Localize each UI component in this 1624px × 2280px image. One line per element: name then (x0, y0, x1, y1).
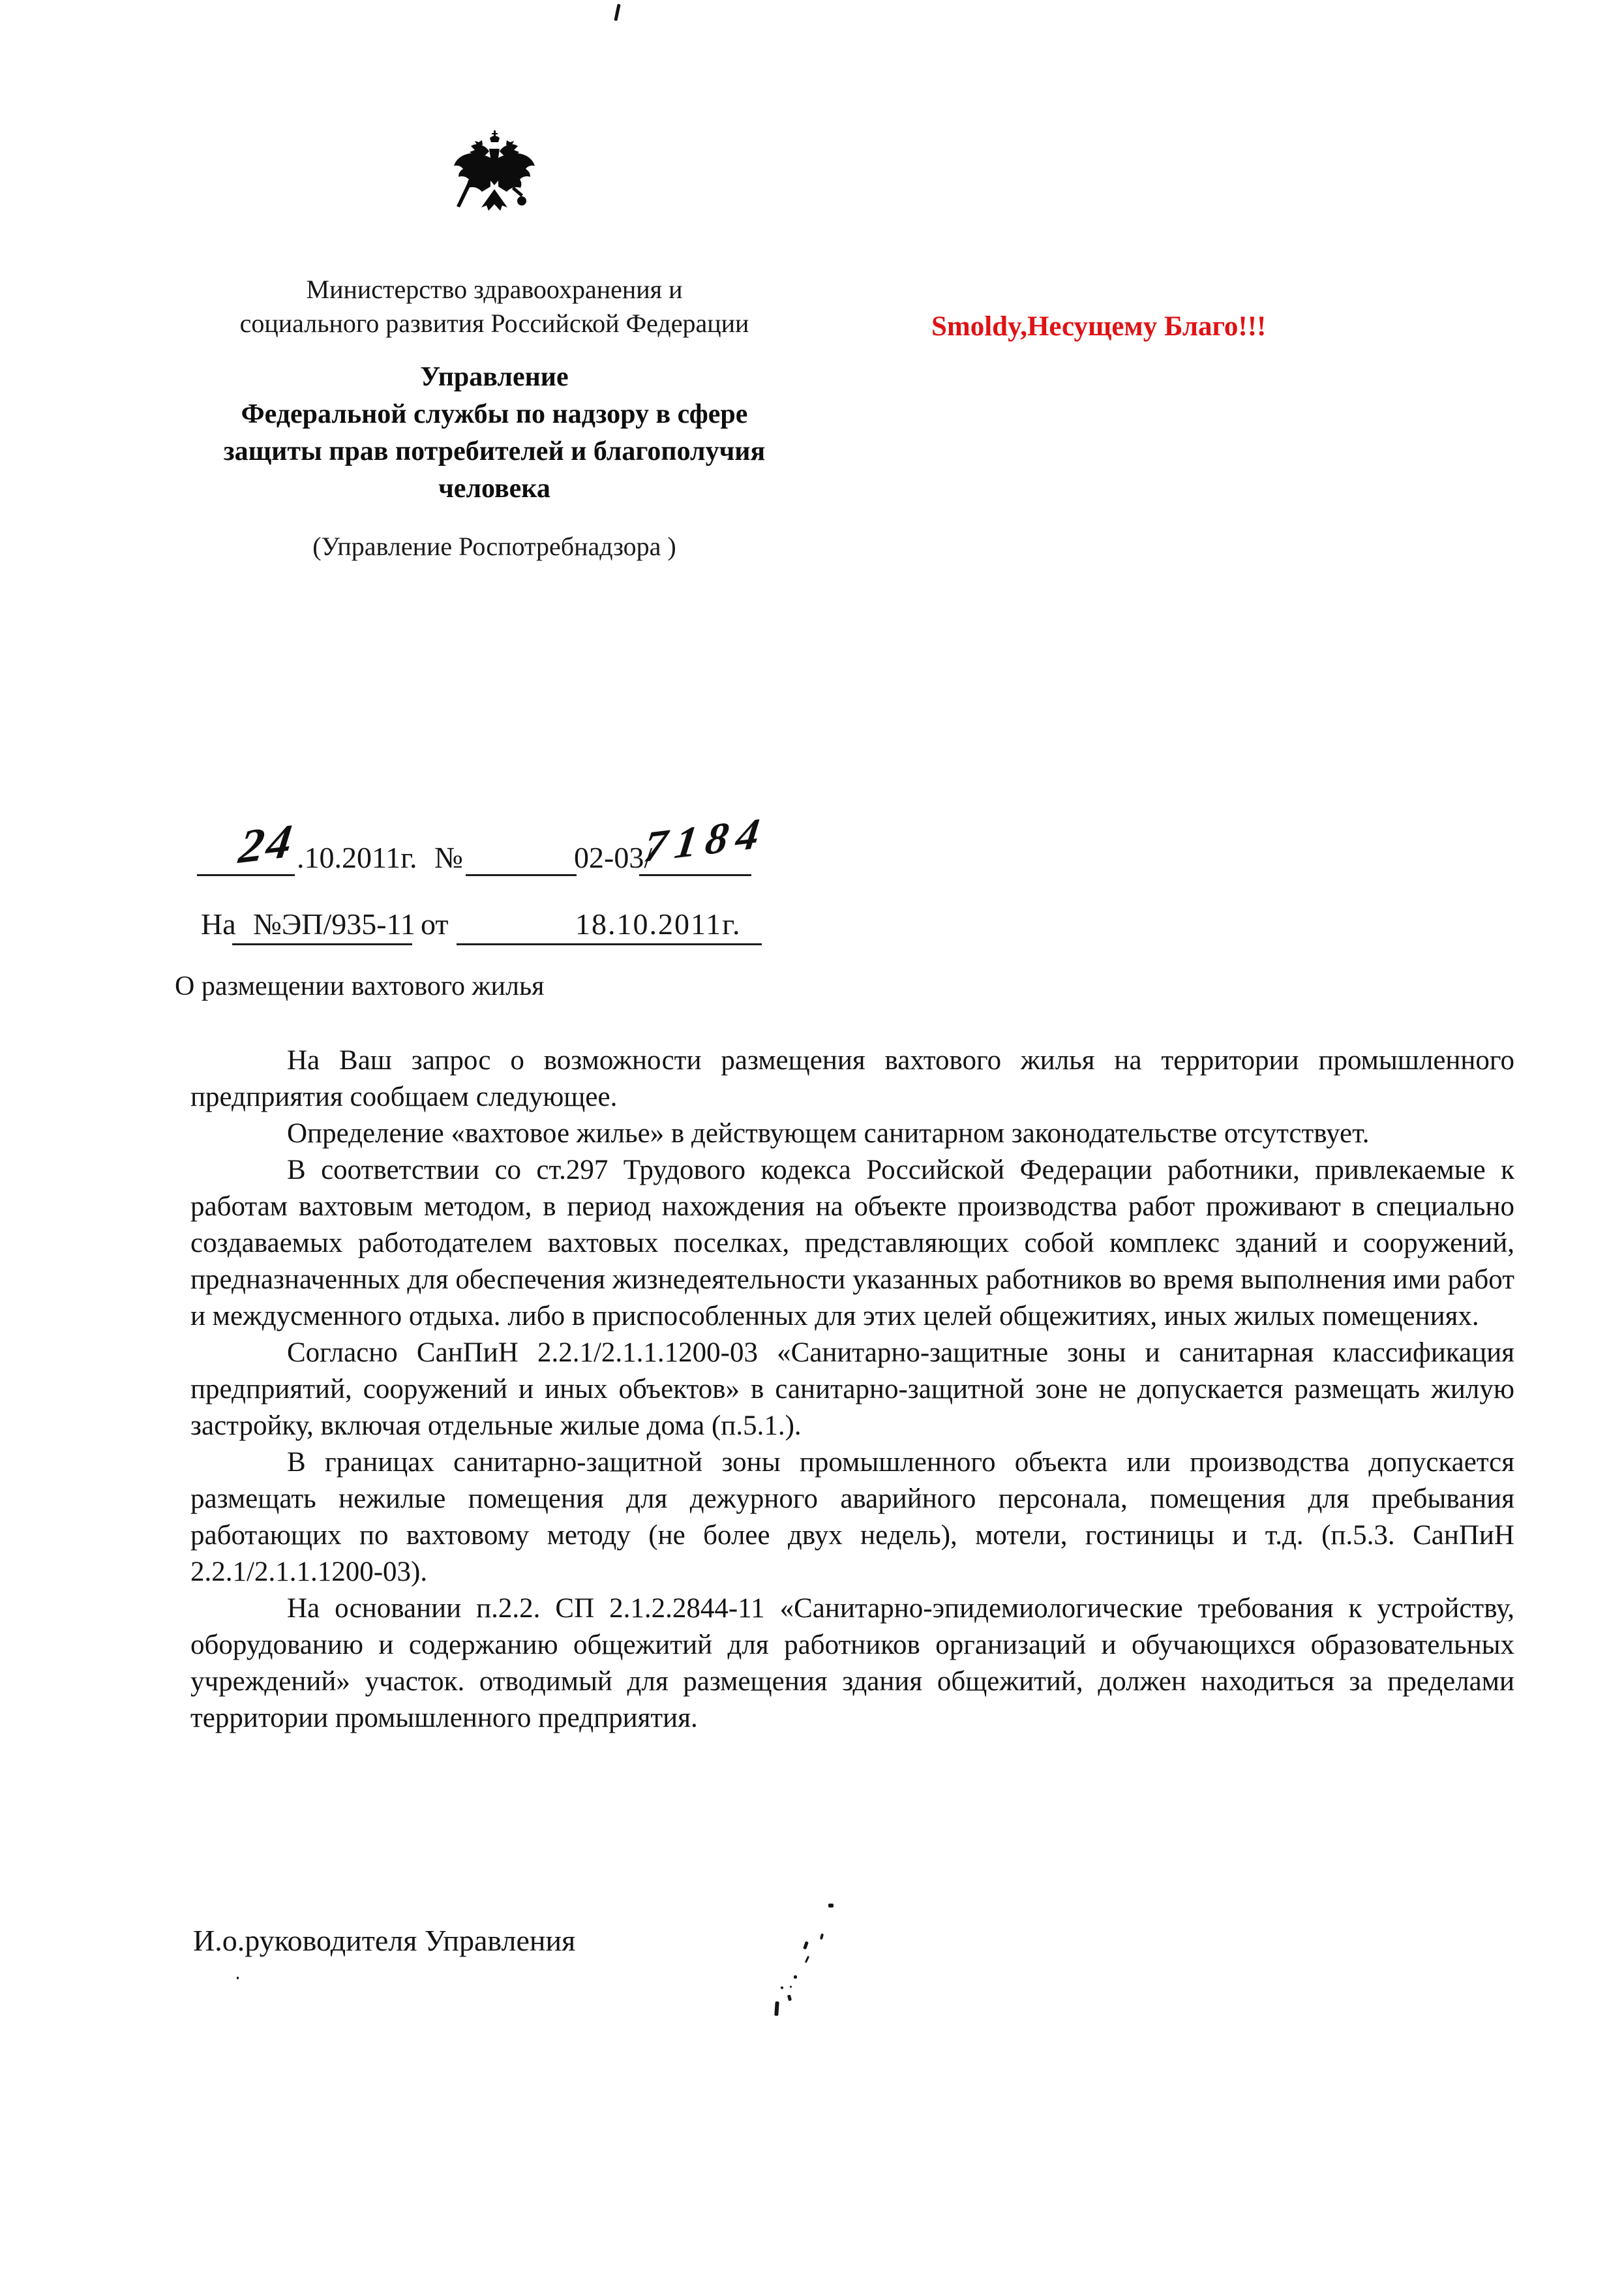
letter-body (190, 1042, 1514, 1737)
ministry-line-1: Министерство здравоохранения и (306, 275, 683, 304)
reply-date: 18.10.2011г. (575, 907, 742, 941)
ink-speckle (781, 1986, 783, 1989)
outgoing-number-handwritten: 7184 (641, 808, 770, 872)
reply-prefix: На (201, 907, 236, 941)
ink-speckle (820, 1934, 824, 1940)
paragraph-2: Определение «вахтовое жилье» в действующем санитарном законодательстве отсутствует. (287, 1118, 1370, 1149)
office-line-1: Управление (420, 362, 569, 392)
outgoing-date-day-handwritten: 24 (235, 814, 298, 874)
ink-speckle (794, 1975, 797, 1979)
outgoing-number-prefix: 02-03/ (574, 841, 653, 874)
paragraph-1: На Ваш запрос о возможности размещения вахтового жилья на территории промышленного предприятия сообщаем следующее. (190, 1045, 1514, 1112)
paragraph-6: На основании п.2.2. СП 2.1.2.2844-11 «Санитарно-эпидемиологические требования к устройству, оборудованию и содержанию общежитий для работников организаций и обучающихся образовательных учреждений» участок. отводимый для размещения здания общежитий, должен находиться за пределами территории промышленного предприятия. (190, 1593, 1514, 1733)
ministry-line-2: социального развития Российской Федерации (239, 309, 749, 338)
paragraph-3: В соответствии со ст.297 Трудового кодекса Российской Федерации работники, привлекаемые к работам вахтовым методом, в период нахождения на объекте производства работ проживают в специально создаваемых работодателем вахтовых поселках, представляющих собой комплекс зданий и сооружений, предназначенных для обеспечения жизнедеятельности указанных работников во время выполнения ими работ и междусменного отдыха. либо в приспособленных для этих целей общежитиях, иных жилых помещениях. (190, 1155, 1514, 1331)
subject-line: О размещении вахтового жилья (175, 971, 545, 1001)
paragraph-5: В границах санитарно-защитной зоны промышленного объекта или производства допускается размещать нежилые помещения для дежурного аварийного персонала, помещения для пребывания работающих по вахтовому методу (не более двух недель), мотели, гостиницы и т.д. (п.5.3. СанПиН 2.2.1/2.1.1.1200-03). (190, 1447, 1514, 1587)
office-subtitle: (Управление Роспотребнадзора ) (312, 532, 676, 561)
office-line-4: человека (438, 474, 550, 504)
underline-number-blank (466, 874, 577, 876)
ink-speckle (774, 2001, 779, 2016)
number-sign: № (434, 841, 463, 874)
office-line-2: Федеральной службы по надзору в сфере (241, 399, 748, 429)
ink-mark-top (614, 4, 620, 21)
underline-reply-number (232, 943, 412, 945)
ink-speckle (787, 1995, 792, 2001)
ink-speckle (790, 1986, 792, 1988)
signature-title: И.о.руководителя Управления (193, 1924, 576, 1957)
red-annotation: Smoldy,Несущему Благо!!! (931, 311, 1267, 342)
letterhead (168, 129, 820, 562)
reply-number: №ЭП/935-11 (253, 907, 415, 941)
ink-speckle (237, 1977, 239, 1979)
ink-speckle (805, 1956, 809, 1963)
ink-speckle (828, 1904, 834, 1908)
reply-ot: от (421, 907, 449, 941)
office-line-3: защиты прав потребителей и благополучия (223, 436, 766, 466)
outgoing-date-printed: .10.2011г. (297, 841, 417, 874)
underline-date (197, 874, 295, 876)
underline-reply-date (457, 943, 762, 945)
paragraph-4: Согласно СанПиН 2.2.1/2.1.1.1200-03 «Санитарно-защитные зоны и санитарная классификация предприятий, сооружений и иных объектов» в санитарно-защитной зоне не допускается размещать жилую застройку, включая отдельные жилые дома (п.5.1.). (190, 1337, 1514, 1441)
russia-coat-of-arms-icon (449, 129, 540, 228)
ink-speckle (803, 1941, 809, 1950)
underline-number-hand (639, 874, 751, 876)
